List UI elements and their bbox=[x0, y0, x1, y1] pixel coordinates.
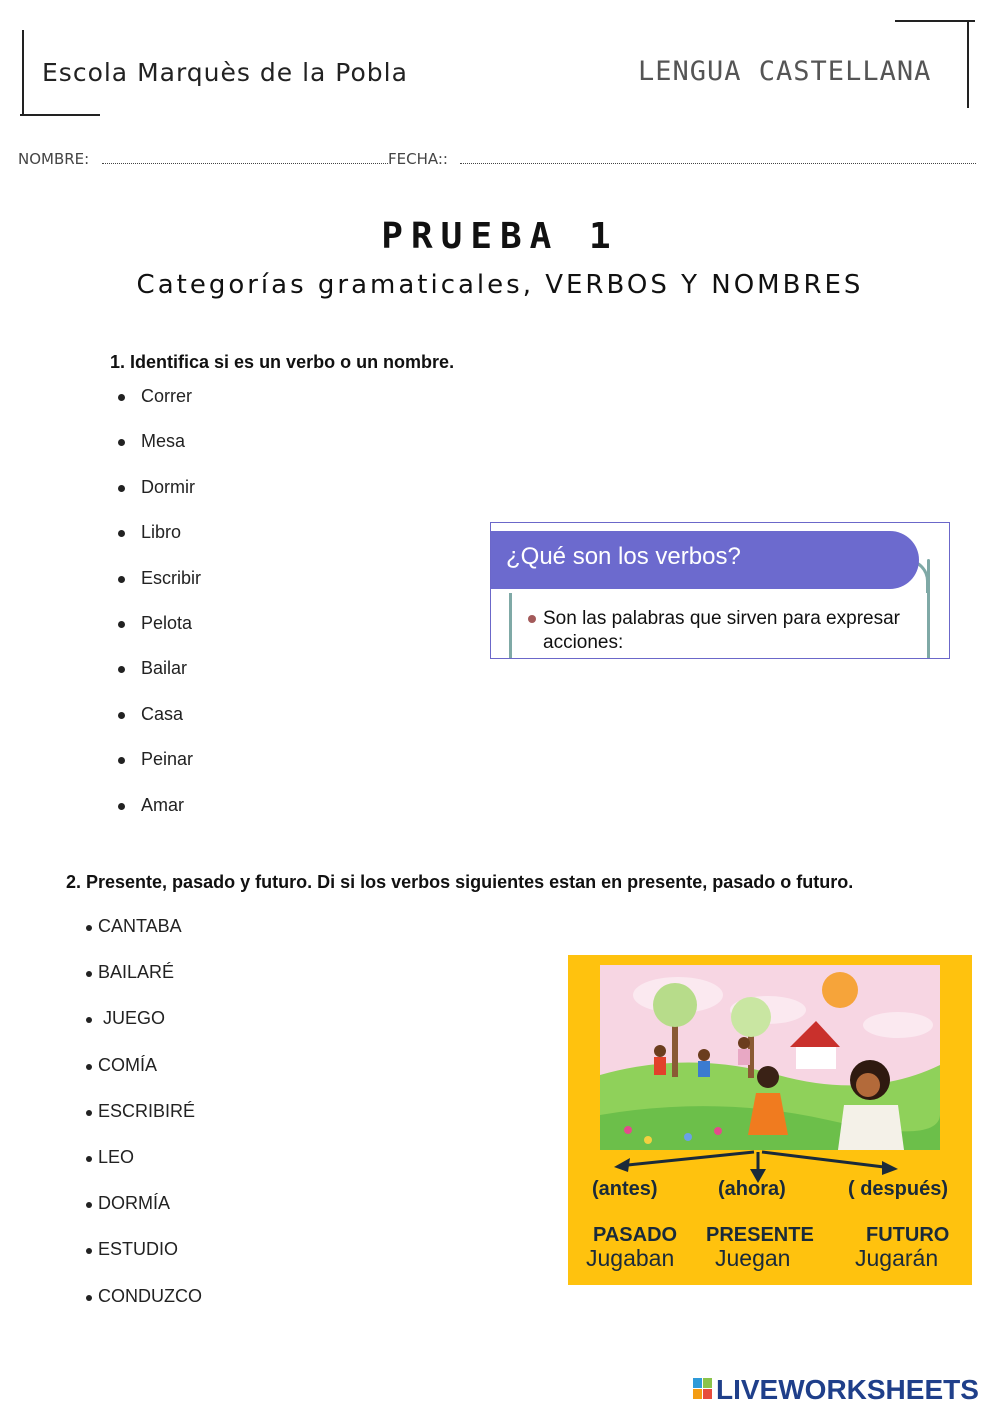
word-list-1 bbox=[118, 386, 418, 840]
word: Bailar bbox=[141, 658, 188, 679]
verbs-definition-card bbox=[490, 522, 950, 659]
school-name: Escola Marquès de la Pobla bbox=[42, 58, 408, 87]
list-item bbox=[118, 568, 418, 613]
bullet-icon bbox=[118, 666, 125, 673]
bullet-icon bbox=[86, 925, 92, 931]
header-frame-line bbox=[967, 20, 969, 108]
bullet-icon bbox=[118, 712, 125, 719]
word: Amar bbox=[141, 794, 185, 815]
list-item bbox=[118, 386, 418, 431]
verb: DORMÍA bbox=[98, 1193, 170, 1214]
list-item bbox=[84, 1008, 384, 1054]
bullet-icon bbox=[118, 757, 125, 764]
card-title-band bbox=[491, 531, 919, 589]
list-item bbox=[118, 431, 418, 476]
date-label: FECHA:: bbox=[388, 150, 448, 168]
header-frame-line bbox=[20, 114, 100, 116]
subject-name: LENGUA CASTELLANA bbox=[638, 56, 932, 87]
list-item bbox=[84, 1239, 384, 1285]
list-item bbox=[118, 477, 418, 522]
tense-verb-future: Jugarán bbox=[855, 1245, 939, 1271]
list-item bbox=[84, 962, 384, 1008]
list-item bbox=[84, 1101, 384, 1147]
bullet-icon bbox=[118, 803, 125, 810]
bullet-icon bbox=[86, 1110, 92, 1116]
bullet-icon bbox=[118, 439, 125, 446]
word: Correr bbox=[141, 386, 193, 406]
word: Peinar bbox=[141, 749, 194, 770]
tense-verb-present: Juegan bbox=[715, 1245, 791, 1271]
question-2: 2. Presente, pasado y futuro. Di si los verbos siguientes estan en presente, pasado o futuro. bbox=[66, 872, 854, 892]
question-1: 1. Identifica si es un verbo o un nombre. bbox=[110, 352, 455, 372]
time-label-past: (antes) bbox=[592, 1178, 658, 1200]
list-item bbox=[84, 916, 384, 962]
tense-name-future: FUTURO bbox=[866, 1224, 950, 1246]
header-frame-line bbox=[22, 30, 24, 116]
list-item bbox=[84, 1055, 384, 1101]
list-item bbox=[84, 1286, 384, 1332]
header-frame-line bbox=[895, 20, 975, 22]
word: Libro bbox=[141, 522, 182, 543]
decorative-line bbox=[927, 559, 930, 659]
list-item bbox=[84, 1193, 384, 1239]
bullet-icon bbox=[528, 615, 536, 623]
student-info-row bbox=[18, 150, 980, 172]
verb: ESTUDIO bbox=[98, 1239, 179, 1260]
name-label: NOMBRE: bbox=[18, 150, 90, 168]
tense-verb-past: Jugaban bbox=[586, 1245, 675, 1271]
card-title: ¿Qué son los verbos? bbox=[506, 543, 741, 570]
word: Casa bbox=[141, 703, 184, 724]
school-header bbox=[20, 30, 490, 118]
bullet-icon bbox=[86, 1064, 92, 1070]
bullet-icon bbox=[86, 1156, 92, 1162]
tenses-illustration bbox=[568, 955, 972, 1285]
brand-name: LIVEWORKSHEETS bbox=[716, 1374, 979, 1405]
list-item bbox=[118, 704, 418, 749]
time-label-future: ( después) bbox=[848, 1178, 949, 1200]
page-title: PRUEBA 1 bbox=[381, 216, 619, 257]
bullet-icon bbox=[118, 576, 125, 583]
bullet-icon bbox=[118, 394, 125, 401]
date-field[interactable] bbox=[460, 163, 976, 164]
bullet-icon bbox=[118, 621, 125, 628]
liveworksheets-logo-icon bbox=[693, 1378, 713, 1400]
word: Escribir bbox=[141, 567, 202, 588]
decorative-line bbox=[509, 593, 512, 659]
list-item bbox=[118, 658, 418, 703]
bullet-icon bbox=[86, 1202, 92, 1208]
card-bullet-text: Son las palabras que sirven para expresar acciones: bbox=[543, 608, 900, 653]
tense-name-past: PASADO bbox=[593, 1224, 678, 1246]
bullet-icon bbox=[118, 485, 125, 492]
time-label-present: (ahora) bbox=[718, 1178, 786, 1200]
word: Mesa bbox=[141, 431, 186, 452]
verb: CANTABA bbox=[98, 916, 182, 936]
name-field[interactable] bbox=[102, 163, 388, 164]
bullet-icon bbox=[86, 1295, 92, 1301]
verb: CONDUZCO bbox=[98, 1285, 202, 1306]
verb: COMÍA bbox=[98, 1054, 158, 1075]
page-subtitle: Categorías gramaticales, VERBOS Y NOMBRES bbox=[136, 270, 864, 300]
word: Dormir bbox=[141, 476, 195, 497]
word: Pelota bbox=[141, 612, 193, 633]
list-item bbox=[118, 795, 418, 840]
list-item bbox=[118, 749, 418, 794]
word-list-2 bbox=[84, 916, 384, 1332]
verb: LEO bbox=[98, 1146, 135, 1167]
bullet-icon bbox=[118, 530, 125, 537]
verb: BAILARÉ bbox=[98, 962, 175, 983]
subject-header bbox=[630, 20, 975, 110]
list-item bbox=[118, 522, 418, 567]
bullet-icon bbox=[86, 1248, 92, 1254]
bullet-icon bbox=[86, 1017, 92, 1023]
verb: JUEGO bbox=[98, 1008, 166, 1029]
bullet-icon bbox=[86, 971, 92, 977]
tense-name-present: PRESENTE bbox=[706, 1224, 814, 1246]
list-item bbox=[84, 1147, 384, 1193]
list-item bbox=[118, 613, 418, 658]
liveworksheets-brand bbox=[690, 1374, 990, 1408]
verb: ESCRIBIRÉ bbox=[98, 1100, 196, 1121]
